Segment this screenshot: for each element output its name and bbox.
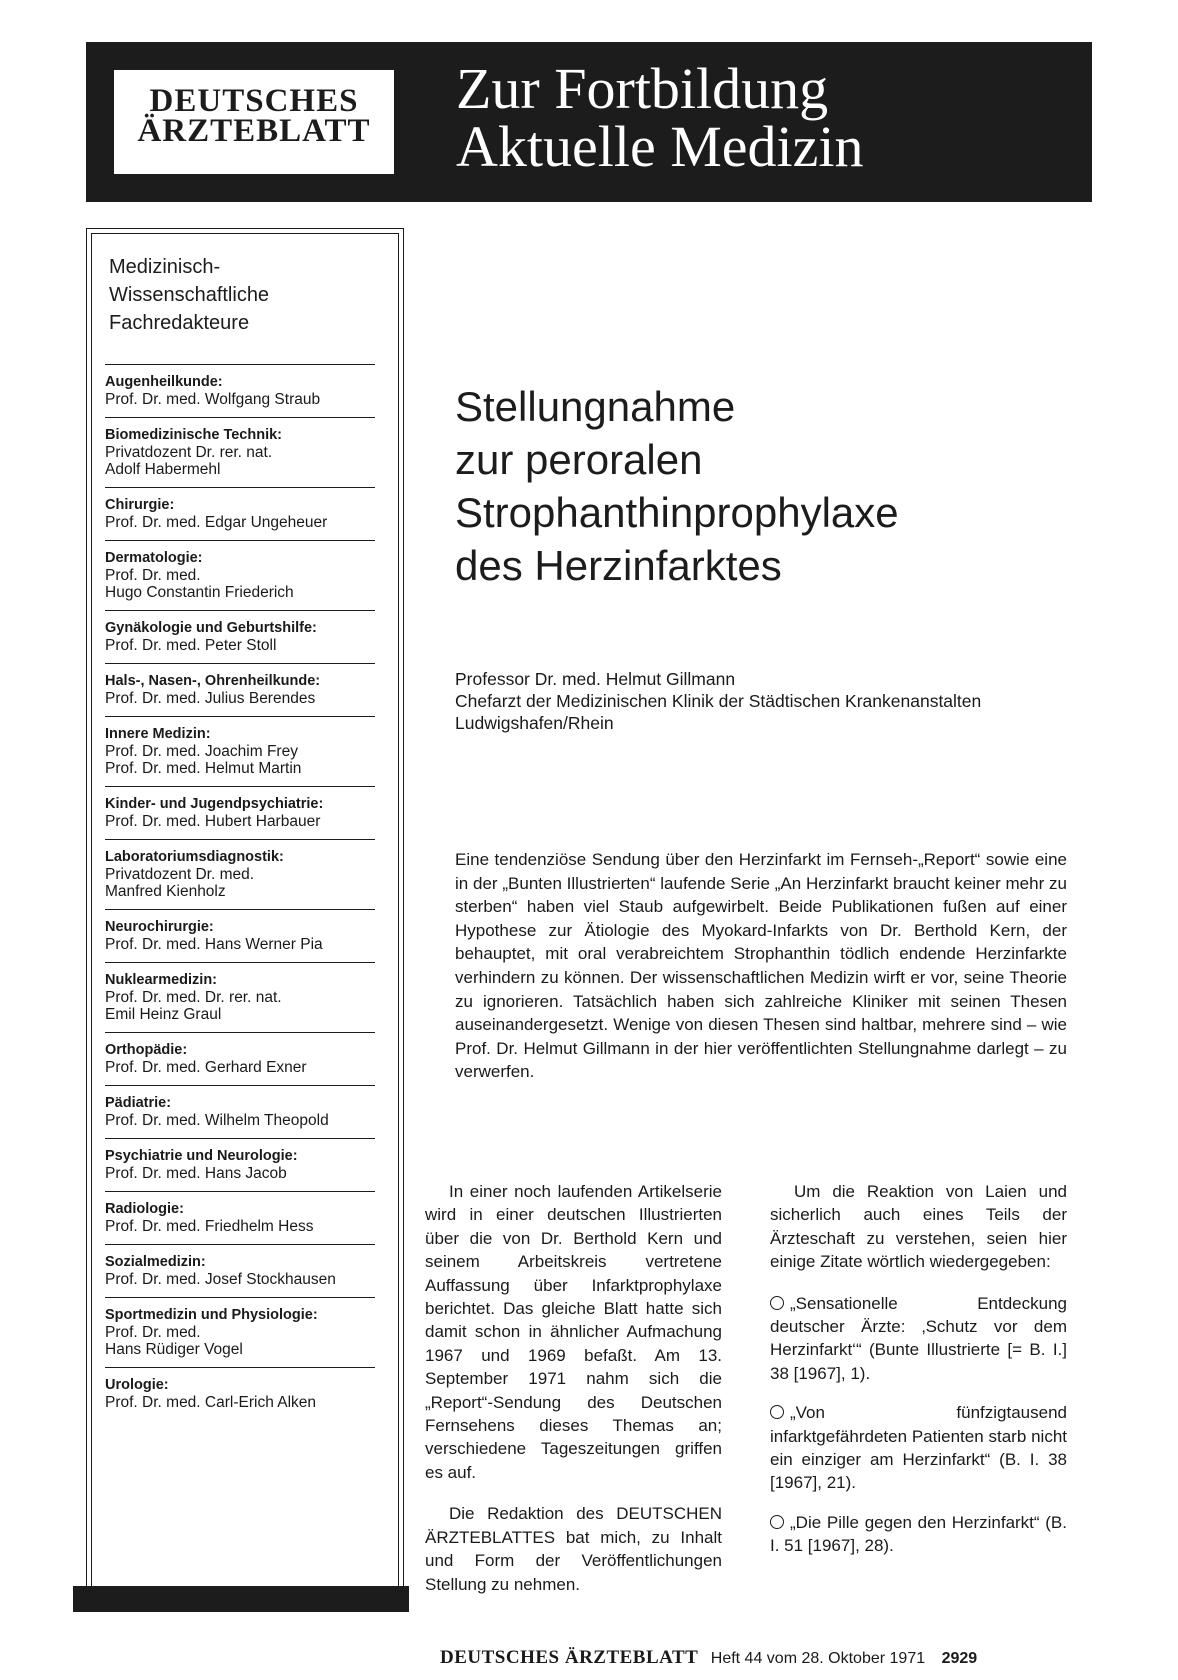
editor-entry [105, 663, 375, 716]
editor-entry [105, 487, 375, 540]
body-paragraph: Um die Reaktion von Laien und sicherlich auch eines Teils der Ärzteschaft zu verstehen, seien hier einige Zitate wörtlich wiedergegeben: [770, 1182, 1067, 1272]
editor-name: Privatdozent Dr. rer. nat. [105, 444, 273, 461]
editor-category: Hals-, Nasen-, Ohrenheilkunde: [105, 673, 321, 689]
editor-category: Orthopädie: [105, 1042, 188, 1058]
body-paragraph: Die Redaktion des DEUTSCHEN ÄRZTEBLATTES bat mich, zu Inhalt und Form der Veröffentlichungen Stellung zu nehmen. [425, 1504, 722, 1594]
title-line: des Herzinfarktes [455, 542, 782, 589]
title-line: zur peroralen [455, 436, 703, 483]
editor-category: Laboratoriumsdiagnostik: [105, 849, 284, 865]
editor-category: Innere Medizin: [105, 726, 211, 742]
editor-entry [105, 1032, 375, 1085]
editors-sidebar [86, 228, 404, 1603]
editor-category: Radiologie: [105, 1201, 184, 1217]
editor-category: Sportmedizin und Physiologie: [105, 1307, 318, 1323]
editor-entry [105, 610, 375, 663]
editor-name: Manfred Kienholz [105, 883, 226, 900]
editor-category: Pädiatrie: [105, 1095, 172, 1111]
editor-category: Sozialmedizin: [105, 1254, 206, 1270]
abstract: Eine tendenziöse Sendung über den Herzinfarkt im Fernseh-„Report“ sowie eine in der „Bunten Illustrierten“ laufende Serie „An Herzinfarkt braucht keiner mehr zu sterben“ haben viel Staub aufgewirbelt. Beide Publikationen fußen auf einer Hypothese zur Ätiologie des Myokard-Infarkts von Dr. Berthold Kern, der behauptet, mit oral verabreichtem Strophanthin tödlich endende Herzinfarkte verhindern zu können. Der wissenschaftlichen Medizin wirft er vor, seine Theorie zu ignorieren. Tatsächlich haben sich zahlreiche Kliniker mit seinen Thesen auseinandergesetzt. Wenige von diesen Thesen sind haltbar, mehrere sind – wie Prof. Dr. Helmut Gillmann in der hier veröffentlichten Stellungnahme darlegt – zu verwerfen. [455, 850, 1067, 1082]
editor-category: Neurochirurgie: [105, 919, 214, 935]
editor-name: Prof. Dr. med. Joachim Frey [105, 743, 298, 760]
editor-entry [105, 1244, 375, 1297]
title-line: Strophanthinprophylaxe [455, 489, 899, 536]
editor-category: Nuklearmedizin: [105, 972, 217, 988]
section-title-line-1: Zur Fortbildung [456, 56, 829, 121]
editor-category: Urologie: [105, 1377, 169, 1393]
editor-name: Prof. Dr. med. Julius Berendes [105, 690, 316, 707]
editor-category: Dermatologie: [105, 550, 203, 566]
circle-bullet-icon [770, 1515, 784, 1529]
editor-name: Prof. Dr. med. Friedhelm Hess [105, 1218, 314, 1235]
sidebar-bottom-bar [73, 1586, 409, 1612]
editor-name: Prof. Dr. med. [105, 1324, 201, 1341]
editor-entry [105, 909, 375, 962]
editor-name: Prof. Dr. med. Hans Werner Pia [105, 936, 323, 953]
editor-name: Prof. Dr. med. Carl-Erich Alken [105, 1394, 317, 1411]
editor-category: Chirurgie: [105, 497, 175, 513]
footer-brand: DEUTSCHES ÄRZTEBLATT [440, 1647, 699, 1668]
editor-entry [105, 962, 375, 1032]
footer-issue: Heft 44 vom 28. Oktober 1971 [710, 1650, 926, 1667]
editor-entry [105, 1191, 375, 1244]
editor-entry [105, 1138, 375, 1191]
quote-text: „Sensationelle Entdeckung deutscher Ärzte: ‚Schutz vor dem Herzinfarkt‘“ (Bunte Illustrierte [= B. I.] 38 [1967], 1). [770, 1293, 1067, 1383]
editor-name: Prof. Dr. med. [105, 567, 201, 584]
editor-entry [105, 364, 375, 417]
editor-category: Augenheilkunde: [105, 374, 223, 390]
logo-line-1: DEUTSCHES [149, 83, 359, 119]
body-column-1 [425, 1180, 722, 1614]
editor-name: Hugo Constantin Friederich [105, 584, 294, 601]
circle-bullet-icon [770, 1405, 784, 1419]
editor-name: Privatdozent Dr. med. [105, 866, 255, 883]
sidebar-heading [109, 253, 359, 337]
editor-category: Gynäkologie und Geburtshilfe: [105, 620, 317, 636]
editor-name: Prof. Dr. med. Edgar Ungeheuer [105, 514, 328, 531]
author-block [455, 668, 1095, 734]
quote-text: „Die Pille gegen den Herzinfarkt“ (B. I. 51 [1967], 28). [770, 1512, 1067, 1556]
editor-entry [105, 540, 375, 610]
sidebar-heading-line: Fachredakteure [109, 312, 250, 334]
logo-line-2: ÄRZTEBLATT [137, 113, 371, 149]
editor-name: Prof. Dr. med. Wolfgang Straub [105, 391, 321, 408]
title-line: Stellungnahme [455, 383, 736, 430]
editor-name: Adolf Habermehl [105, 461, 221, 478]
author-affiliation: Chefarzt der Medizinischen Klinik der Städtischen Krankenanstalten [455, 691, 982, 711]
editor-name: Prof. Dr. med. Gerhard Exner [105, 1059, 307, 1076]
page-footer [440, 1647, 1090, 1669]
editor-name: Prof. Dr. med. Dr. rer. nat. [105, 989, 282, 1006]
editor-entry [105, 1297, 375, 1367]
article-title [455, 380, 1075, 592]
editor-name: Emil Heinz Graul [105, 1006, 222, 1023]
editor-name: Prof. Dr. med. Peter Stoll [105, 637, 277, 654]
editor-name: Hans Rüdiger Vogel [105, 1341, 243, 1358]
sidebar-heading-line: Medizinisch- [109, 256, 221, 278]
editor-entry [105, 1085, 375, 1138]
editor-list [105, 364, 375, 1420]
editor-name: Prof. Dr. med. Josef Stockhausen [105, 1271, 336, 1288]
quote-item [770, 1401, 1067, 1495]
journal-logo [114, 70, 394, 174]
author-location: Ludwigshafen/Rhein [455, 713, 614, 733]
editor-entry [105, 417, 375, 487]
editor-name: Prof. Dr. med. Wilhelm Theopold [105, 1112, 329, 1129]
section-title-line-2: Aktuelle Medizin [456, 114, 864, 179]
editor-name: Prof. Dr. med. Helmut Martin [105, 760, 302, 777]
editor-category: Biomedizinische Technik: [105, 427, 282, 443]
editor-entry [105, 716, 375, 786]
sidebar-heading-line: Wissenschaftliche [109, 284, 270, 306]
editor-category: Psychiatrie und Neurologie: [105, 1148, 298, 1164]
masthead [86, 42, 1092, 202]
editor-name: Prof. Dr. med. Hubert Harbauer [105, 813, 321, 830]
page-number: 2929 [941, 1650, 978, 1667]
body-column-2 [770, 1180, 1067, 1574]
quote-item [770, 1292, 1067, 1386]
editor-name: Prof. Dr. med. Hans Jacob [105, 1165, 287, 1182]
editor-entry [105, 1367, 375, 1420]
editor-entry [105, 786, 375, 839]
editor-category: Kinder- und Jugendpsychiatrie: [105, 796, 324, 812]
circle-bullet-icon [770, 1296, 784, 1310]
author-name: Professor Dr. med. Helmut Gillmann [455, 669, 736, 689]
quote-text: „Von fünfzigtausend infarktgefährdeten Patienten starb nicht ein einziger am Herzinfarkt“ (B. I. 38 [1967], 21). [770, 1403, 1067, 1493]
editor-entry [105, 839, 375, 909]
body-paragraph: In einer noch laufenden Artikelserie wird in einer deutschen Illustrierten über die von Dr. Berthold Kern und seinem Arbeitskreis vertretene Auffassung über Infarktprophylaxe berichtet. Das gleiche Blatt hatte sich damit schon in ähnlicher Aufmachung 1967 und 1969 befaßt. Am 13. September 1971 nahm sich die „Report“-Sendung des Deutschen Fernsehens dieses Themas an; verschiedene Tageszeitungen griffen es auf. [425, 1182, 722, 1482]
section-title [456, 56, 1076, 179]
quote-item [770, 1511, 1067, 1558]
